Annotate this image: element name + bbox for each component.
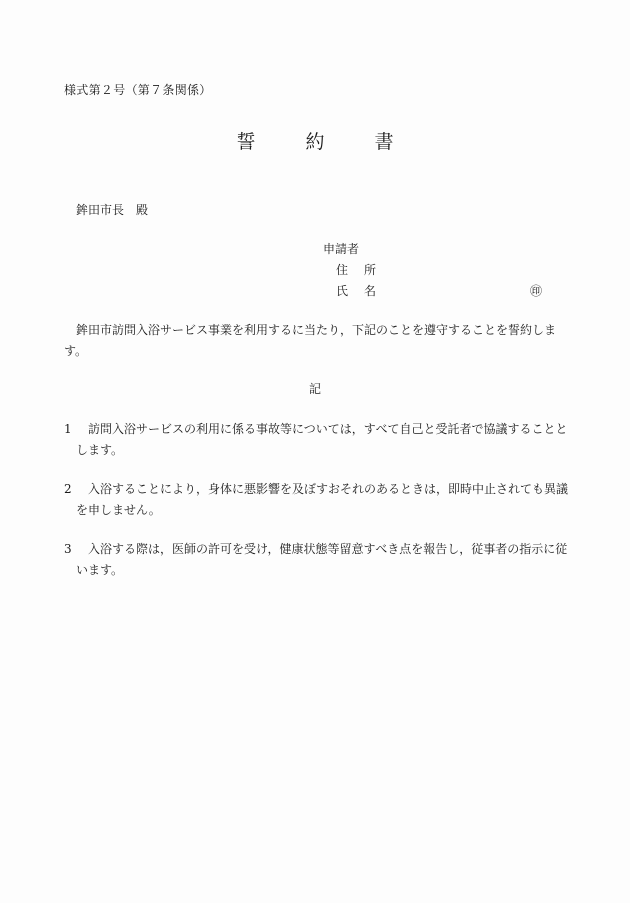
address-label-2: 所: [364, 263, 377, 277]
name-label-2: 名: [364, 284, 377, 298]
item-text: 訪問入浴サービスの利用に係る事故等については，すべて自己と受託者で協議することとします。: [76, 422, 568, 457]
applicant-name-row: [336, 282, 376, 299]
form-number: 様式第２号（第７条関係）: [64, 83, 212, 97]
title-char-1: 誓: [236, 131, 256, 153]
item-text: 入浴することにより，身体に悪影響を及ぼすおそれのあるときは，即時中止されても異議を申しません。: [76, 482, 569, 517]
item-text: 入浴する際は，医師の許可を受け，健康状態等留意すべき点を報告し，従事者の指示に従います。: [76, 542, 568, 577]
item-number: 3: [64, 542, 72, 556]
ki-heading: 記: [308, 382, 321, 396]
address-label-1: 住: [336, 263, 349, 277]
applicant-heading: 申請者: [323, 242, 360, 256]
applicant-address-row: [336, 261, 376, 278]
list-item: [64, 539, 572, 581]
addressee: 鉾田市長 殿: [76, 203, 149, 217]
item-number: 2: [64, 482, 72, 496]
item-number: 1: [64, 422, 72, 436]
oath-paragraph: 鉾田市訪問入浴サービス事業を利用するに当たり，下記のことを遵守することを誓約します。: [64, 323, 557, 358]
list-item: [64, 479, 572, 521]
title-char-2: 約: [305, 131, 325, 153]
list-item: [64, 419, 572, 461]
title-char-3: 書: [374, 131, 394, 153]
seal-mark: ㊞: [530, 284, 543, 298]
name-label-1: 氏: [336, 284, 349, 298]
document-title: [0, 127, 630, 154]
